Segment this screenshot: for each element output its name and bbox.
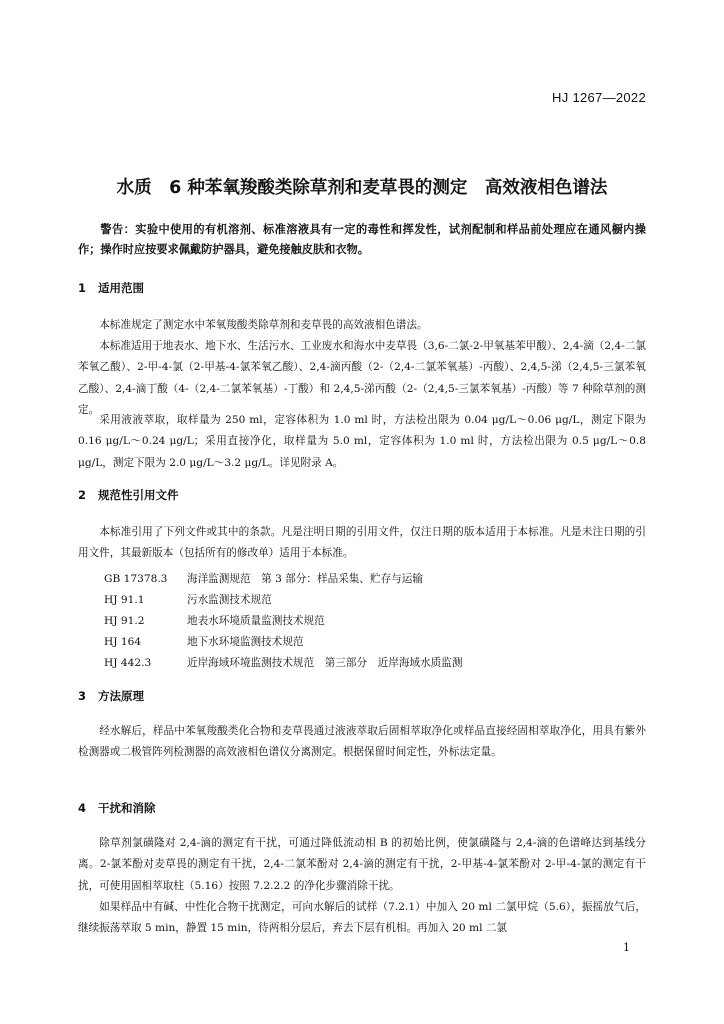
reference-code: HJ 164 bbox=[104, 636, 142, 648]
section-title: 方法原理 bbox=[98, 689, 144, 703]
section-3-heading bbox=[78, 688, 646, 704]
section-number: 1 bbox=[78, 281, 87, 295]
reference-name: 海洋监测规范 第 3 部分：样品采集、贮存与运输 bbox=[187, 573, 423, 585]
warning-text: 警告：实验中使用的有机溶剂、标准溶液具有一定的毒性和挥发性，试剂配制和样品前处理应在通风橱内操作；操作时应按要求佩戴防护器具，避免接触皮肤和衣物。 bbox=[78, 223, 646, 256]
reference-row bbox=[104, 569, 423, 590]
section-1-paragraph-2: 本标准适用于地表水、地下水、生活污水、工业废水和海水中麦草畏（3,6-二氯-2-甲氧基苯甲酸）、2,4-滴（2,4-二氯苯氧乙酸）、2-甲-4-氯（2-甲基-4-氯苯氧乙酸）、2,4-滴丙酸（2-（2,4-二氯苯氧基）-丙酸）、2,4,5-涕（2,4,5-三氯苯氧乙酸）、2,4-滴丁酸（4-（2,4-二氯苯氧基）-丁酸）和 2,4,5-涕丙酸（2-（2,4,5-三氯苯氧基）-丙酸）等 7 种除草剂的测定。 bbox=[78, 340, 646, 416]
reference-name: 近岸海域环境监测技术规范 第三部分 近岸海域水质监测 bbox=[187, 657, 463, 669]
section-4-paragraph-2: 如果样品中有碱、中性化合物干扰测定，可向水解后的试样（7.2.1）中加入 20 ml 二氯甲烷（5.6），振摇放气后，继续振荡萃取 5 min，静置 15 min，待两相分层后，弃去下层有机相。再加入 20 ml 二氯 bbox=[78, 901, 646, 935]
page-number: 1 bbox=[623, 941, 630, 954]
section-1-paragraph-1: 本标准规定了测定水中苯氧羧酸类除草剂和麦草畏的高效液相色谱法。 bbox=[99, 319, 428, 331]
section-number: 3 bbox=[78, 689, 87, 703]
standard-code: HJ 1267—2022 bbox=[552, 90, 646, 105]
reference-code: HJ 442.3 bbox=[104, 657, 152, 669]
reference-name: 污水监测技术规范 bbox=[187, 594, 272, 606]
section-2-paragraph-1: 本标准引用了下列文件或其中的条款。凡是注明日期的引用文件，仅注日期的版本适用于本标准。凡是未注日期的引用文件，其最新版本（包括所有的修改单）适用于本标准。 bbox=[78, 526, 646, 560]
reference-code: HJ 91.2 bbox=[104, 615, 145, 627]
section-title: 适用范围 bbox=[98, 281, 144, 295]
section-4-paragraph-1: 除草剂氯磺隆对 2,4-滴的测定有干扰，可通过降低流动相 B 的初始比例，使氯磺隆与 2,4-滴的色谱峰达到基线分离。2-氯苯酚对麦草畏的测定有干扰，2,4-二氯苯酚对 2,4-滴的测定有干扰，2-甲基-4-氯苯酚对 2-甲-4-氯的测定有干扰，可使用固相萃取柱（5.16）按照 7.2.2.2 的净化步骤消除干扰。 bbox=[78, 837, 646, 892]
reference-code: HJ 91.1 bbox=[104, 594, 145, 606]
reference-row bbox=[104, 590, 272, 611]
reference-row bbox=[104, 611, 325, 632]
reference-name: 地下水环境监测技术规范 bbox=[187, 636, 304, 648]
reference-row bbox=[104, 653, 462, 674]
section-4-heading bbox=[78, 800, 646, 816]
section-3-paragraph-1: 经水解后，样品中苯氧羧酸类化合物和麦草畏通过液液萃取后固相萃取净化或样品直接经固相萃取净化，用具有紫外检测器或二极管阵列检测器的高效液相色谱仪分离测定。根据保留时间定性，外标法定量。 bbox=[78, 725, 646, 759]
section-title: 规范性引用文件 bbox=[98, 488, 179, 502]
document-title: 水质 6 种苯氧羧酸类除草剂和麦草畏的测定 高效液相色谱法 bbox=[116, 178, 608, 198]
reference-name: 地表水环境质量监测技术规范 bbox=[187, 615, 325, 627]
section-1-paragraph-3: 采用液液萃取，取样量为 250 ml，定容体积为 1.0 ml 时，方法检出限为 0.04 μg/L～0.06 μg/L，测定下限为 0.16 μg/L～0.24 μg/L；采用直接净化，取样量为 5.0 ml，定容体积为 1.0 ml 时，方法检出限为 0.5 μg/L～0.8 μg/L，测定下限为 2.0 μg/L～3.2 μg/L。详见附录 A。 bbox=[78, 414, 646, 469]
reference-code: GB 17378.3 bbox=[104, 573, 168, 585]
section-number: 2 bbox=[78, 488, 87, 502]
section-number: 4 bbox=[78, 801, 87, 815]
section-1-heading bbox=[78, 280, 646, 296]
section-2-heading bbox=[78, 487, 646, 503]
reference-row bbox=[104, 632, 304, 653]
section-title: 干扰和消除 bbox=[98, 801, 156, 815]
